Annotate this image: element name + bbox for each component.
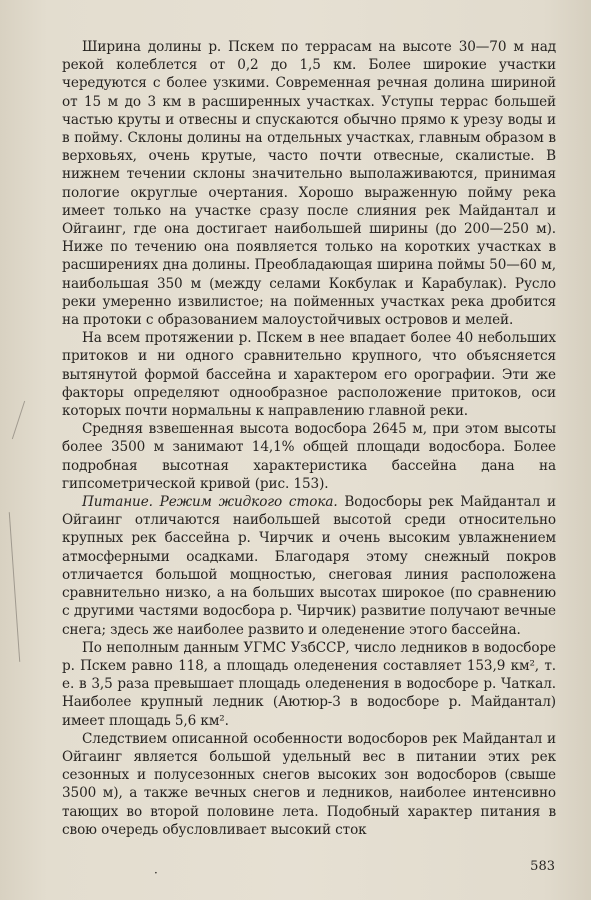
paragraph-text: По неполным данным УГМС УзбССР, число ледников в водосборе р. Пскем равно 118, а площадь оледенения составляет 153,9 км², т. е. в 3,5 раза превышает площадь оледенения в водосборе р. Чаткал. Наиболее крупный ледник (Аютюр-3 в водосборе р. Майдантал) имеет площадь 5,6 км². [62, 639, 556, 729]
body-text [62, 38, 556, 839]
paragraph-valley-width [62, 38, 556, 329]
page-number: 583 [530, 859, 555, 874]
paragraph-text: Ширина долины р. Пскем по террасам на высоте 30—70 м над рекой колеблется от 0,2 до 1,5 км. Более широкие участки чередуются с более узкими. Современная речная долина шириной от 15 м до 3 км в расширенных участках. Уступы террас большей частью круты и отвесны и спускаются обычно прямо к урезу воды и в пойму. Склоны долины на отдельных участках, главным образом в верховьях, очень крутые, часто почти отвесные, скалистые. В нижнем течении склоны значительно выполаживаются, принимая пологие округлые очертания. Хорошо выраженную пойму река имеет только на участке сразу после слияния рек Майдантал и Ойгаинг, где она достигает наибольшей ширины (до 200—250 м). Ниже по течению она появляется только на коротких участках в расширениях дна долины. Преобладающая ширина поймы 50—60 м, наибольшая 350 м (между селами Кокбулак и Карабулак). Русло реки умеренно извилистое; на пойменных участках река дробится на протоки с образованием малоустойчивых островов и мелей. [62, 39, 556, 329]
stray-dot: · [154, 866, 158, 880]
paragraph-tributaries [62, 329, 556, 420]
paragraph-text: Следствием описанной особенности водосборов рек Майдантал и Ойгаинг является большой удельный вес в питании этих рек сезонных и полусезонных снегов высоких зон водосборов (свыше 3500 м), а также вечных снегов и ледников, наиболее интенсивно тающих во второй половине лета. Подобный характер питания в свою очередь обусловливает высокий сток [62, 730, 556, 838]
paragraph-glaciers [62, 639, 556, 730]
pencil-margin-mark [9, 512, 20, 662]
paragraph-text: Средняя взвешенная высота водосбора 2645 м, при этом высоты более 3500 м занимают 14,1% общей площади водосбора. Более подробная высотная характеристика бассейна дана на гипсометрической кривой (рис. 153). [62, 421, 556, 492]
paragraph-consequence [62, 730, 556, 839]
paragraph-feeding [62, 493, 556, 639]
paragraph-mean-height [62, 420, 556, 493]
paragraph-text: На всем протяжении р. Пскем в нее впадает более 40 небольших притоков и ни одного сравнительно крупного, что объясняется вытянутой формой бассейна и характером его орографии. Эти же факторы определяют однообразное расположение притоков, оси которых почти нормальны к направлению главной реки. [62, 330, 556, 420]
pencil-margin-mark [12, 401, 25, 439]
section-heading: Питание. Режим жидкого стока. [82, 494, 338, 511]
paragraph-text: Водосборы рек Майдантал и Ойгаинг отличаются наибольшей высотой среди относительно крупных рек бассейна р. Чирчик и очень высоким увлажнением атмосферными осадками. Благодаря этому снежный покров отличается большой мощностью, снеговая линия расположена сравнительно низко, а на больших высотах широкое (по сравнению с другими частями водосбора р. Чирчик) развитие получают вечные снега; здесь же наиболее развито и оледенение этого бассейна. [62, 494, 556, 638]
